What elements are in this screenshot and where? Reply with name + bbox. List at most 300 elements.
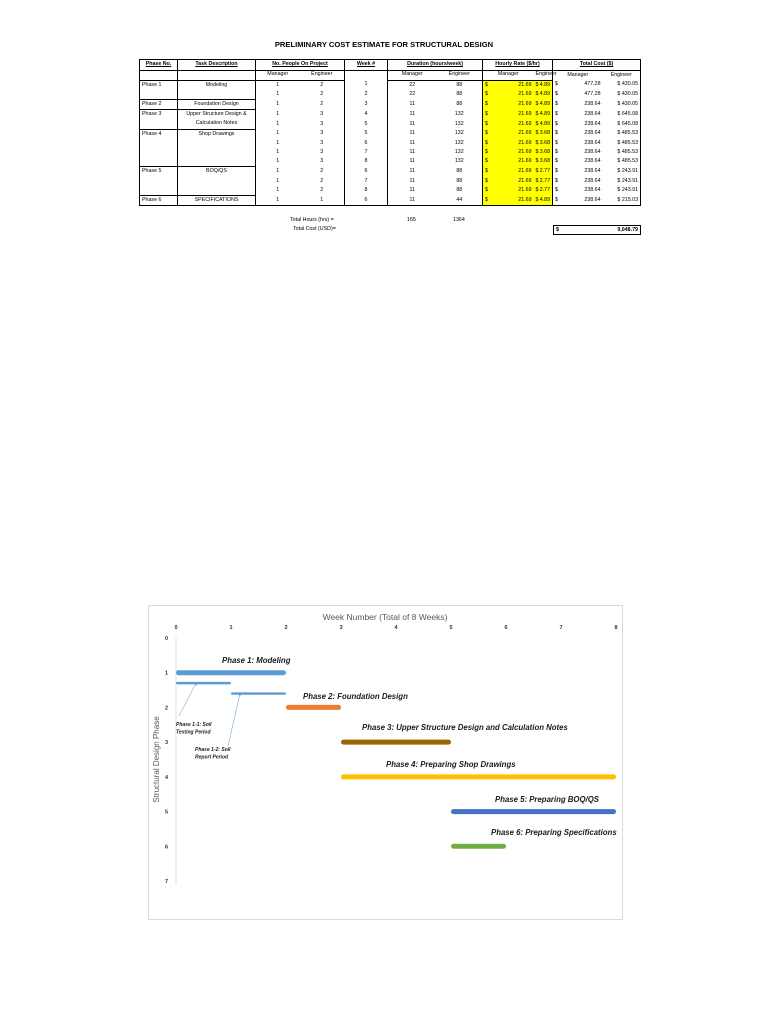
cell-manager-rate-currency-value: $ [485, 186, 488, 193]
cell-engineer-cost-value: $ 645.08 [617, 120, 639, 127]
cell-task-description [178, 186, 256, 196]
cell-week-number-value: 4 [364, 110, 368, 117]
cell-manager-cost-value: 238.64 [584, 177, 601, 184]
cell-week-number-value: 8 [364, 158, 368, 165]
cell-engineer-count [300, 167, 345, 177]
cell-manager-rate-value: 21.69 [518, 168, 532, 175]
table-row [140, 100, 641, 110]
cell-phase [140, 139, 178, 148]
subheader-people-engineer: Engineer [300, 70, 345, 80]
cell-manager-cost-value: 238.64 [584, 120, 601, 127]
cell-manager-hours-value: 11 [409, 148, 416, 155]
cell-manager-hours [388, 177, 437, 186]
cell-engineer-rate [534, 90, 553, 100]
cell-week-number [345, 110, 388, 120]
cell-engineer-cost [603, 129, 641, 139]
currency-symbol: $ [555, 177, 558, 184]
cell-engineer-rate-value: 4.89 [539, 81, 551, 88]
annotation-pointer-line [228, 694, 240, 746]
cell-manager-rate [507, 186, 534, 196]
y-tick-label: 0 [164, 636, 168, 642]
cell-manager-rate-value: 21.69 [518, 139, 532, 146]
currency-symbol: $ [555, 148, 558, 155]
cell-manager-hours [388, 167, 437, 177]
cell-engineer-hours [437, 100, 483, 110]
cell-phase [140, 129, 178, 139]
cell-phase [140, 110, 178, 120]
cell-engineer-hours-value: 132 [454, 148, 464, 155]
cell-engineer-count-value: 2 [320, 101, 324, 107]
cell-phase [140, 90, 178, 100]
cell-task-description [178, 195, 256, 205]
cell-manager-rate-currency [483, 110, 507, 120]
cell-engineer-cost-value: $ 485.53 [617, 148, 639, 155]
cell-manager-hours-value: 11 [409, 139, 416, 146]
cell-manager-count [256, 129, 300, 139]
cell-engineer-hours [437, 90, 483, 100]
cell-manager-rate-currency [483, 148, 507, 157]
x-tick-label: 4 [394, 625, 398, 631]
cell-manager-rate-value: 21.69 [518, 110, 532, 117]
cell-engineer-hours-value: 88 [456, 177, 463, 184]
cell-engineer-count-value: 2 [320, 168, 324, 175]
cell-phase [140, 167, 178, 177]
cell-week-number-value: 5 [364, 120, 368, 127]
currency-symbol: $ [535, 186, 539, 193]
currency-symbol: $ [535, 91, 539, 98]
cell-manager-count [256, 80, 300, 90]
cell-engineer-cost-value: $ 430.05 [617, 81, 639, 88]
bar-label: Phase 6: Preparing Specifications [491, 828, 617, 837]
x-tick-label: 0 [174, 625, 178, 631]
currency-symbol: $ [535, 168, 539, 175]
annotation-pointer-line [179, 683, 196, 716]
subheader-empty [140, 70, 178, 80]
currency-symbol: $ [555, 91, 558, 98]
currency-symbol: $ [555, 168, 558, 175]
chart-title: Week Number (Total of 8 Weeks) [322, 612, 448, 622]
currency-symbol: $ [535, 139, 539, 146]
cell-manager-rate [507, 157, 534, 167]
cell-engineer-rate-value: 3.68 [539, 139, 551, 146]
cell-phase-value: Phase 5 [142, 168, 162, 175]
cell-manager-count-value: 1 [276, 101, 280, 107]
cell-engineer-rate-value: 2.77 [539, 168, 551, 175]
cell-task-description [178, 100, 256, 110]
cell-manager-rate-value: 21.69 [518, 158, 532, 165]
cell-manager-cost [553, 119, 603, 129]
cell-engineer-rate-value: 3.68 [539, 130, 551, 137]
cell-engineer-hours [437, 167, 483, 177]
cell-engineer-cost-value: $ 243.91 [617, 168, 639, 175]
cell-engineer-cost [603, 167, 641, 177]
table-row [140, 177, 641, 186]
cell-manager-rate [507, 167, 534, 177]
cell-engineer-count [300, 119, 345, 129]
cell-manager-cost [553, 80, 603, 90]
currency-symbol: $ [535, 110, 539, 117]
cell-manager-rate [507, 110, 534, 120]
cell-engineer-count [300, 195, 345, 205]
cell-engineer-cost-value: $ 243.91 [617, 177, 639, 184]
cell-task-description-value: SPECIFICATIONS [194, 196, 239, 203]
cell-manager-rate-currency [483, 186, 507, 196]
bar-label: Phase 1: Modeling [222, 656, 291, 665]
currency-symbol: $ [535, 177, 539, 184]
subheader-rate-manager: Manager [483, 70, 534, 80]
bar-label-line: Testing Period [176, 729, 211, 736]
cell-manager-rate-currency-value: $ [485, 177, 488, 184]
cell-engineer-rate-value: 2.77 [539, 177, 551, 184]
cell-manager-rate-value: 21.69 [518, 177, 532, 184]
cell-phase [140, 119, 178, 129]
cell-manager-rate-value: 21.69 [518, 91, 532, 98]
table-row [140, 139, 641, 148]
x-tick-label: 8 [614, 625, 618, 631]
cell-engineer-hours [437, 110, 483, 120]
table-subheader-row [140, 70, 641, 80]
cell-manager-rate [507, 195, 534, 205]
cell-manager-hours-value: 11 [409, 196, 416, 203]
cell-task-description [178, 129, 256, 139]
cell-engineer-count-value: 3 [320, 139, 324, 146]
subheader-empty [178, 70, 256, 80]
cell-engineer-cost [603, 139, 641, 148]
cell-engineer-hours [437, 119, 483, 129]
cell-manager-cost-value: 238.64 [584, 110, 601, 117]
cell-engineer-hours-value: 132 [454, 120, 464, 127]
cell-engineer-count-value: 1 [320, 196, 324, 203]
gantt-chart [148, 605, 623, 920]
cell-engineer-count [300, 148, 345, 157]
currency-symbol: $ [555, 196, 558, 203]
cell-manager-rate-value: 21.69 [518, 130, 532, 137]
cell-manager-hours [388, 129, 437, 139]
currency-symbol: $ [555, 101, 558, 107]
bar-label [195, 747, 231, 761]
cell-engineer-hours-value: 44 [456, 196, 463, 203]
cell-engineer-count [300, 129, 345, 139]
cell-manager-rate [507, 119, 534, 129]
cell-manager-rate-currency-value: $ [485, 110, 488, 117]
cell-manager-rate-currency-value: $ [485, 139, 488, 146]
cell-phase-value: Phase 2 [142, 101, 162, 107]
cell-engineer-count-value: 3 [320, 120, 324, 127]
cell-manager-rate-currency-value: $ [485, 91, 488, 98]
cell-engineer-rate [534, 157, 553, 167]
y-tick-label: 6 [164, 844, 168, 851]
cell-week-number-value: 6 [364, 139, 368, 146]
table-body [140, 80, 641, 205]
cell-engineer-rate-value: 4.89 [539, 196, 551, 203]
cell-manager-cost [553, 167, 603, 177]
cell-manager-cost-value: 477.28 [584, 91, 601, 98]
cell-engineer-count-value: 3 [320, 130, 324, 137]
total-cost-value: 9,048.79 [617, 227, 638, 233]
cell-engineer-cost [603, 119, 641, 129]
cell-manager-rate [507, 177, 534, 186]
cell-manager-hours [388, 100, 437, 110]
cell-manager-count [256, 110, 300, 120]
cell-week-number [345, 90, 388, 100]
cell-engineer-rate-value: 3.68 [539, 158, 551, 165]
cell-manager-hours [388, 80, 437, 90]
cell-manager-rate-value: 21.69 [518, 101, 532, 107]
cell-phase [140, 100, 178, 110]
cell-manager-hours-value: 11 [409, 186, 416, 193]
currency-symbol: $ [555, 81, 558, 88]
cell-manager-rate [507, 100, 534, 110]
cell-manager-rate [507, 90, 534, 100]
cell-manager-cost-value: 477.28 [584, 81, 601, 88]
cell-manager-hours [388, 139, 437, 148]
cell-engineer-hours [437, 157, 483, 167]
cell-engineer-hours-value: 88 [456, 101, 463, 107]
document-title: PRELIMINARY COST ESTIMATE FOR STRUCTURAL DESIGN [274, 40, 494, 49]
cell-task-description [178, 119, 256, 129]
cell-manager-hours-value: 11 [409, 120, 416, 127]
cell-engineer-rate [534, 119, 553, 129]
cell-engineer-hours-value: 132 [454, 139, 464, 146]
cell-week-number-value: 2 [364, 91, 368, 98]
cell-manager-rate [507, 148, 534, 157]
cell-engineer-rate-value: 3.68 [539, 148, 551, 155]
header-total-cost: Total Cost ($) [553, 60, 641, 71]
table-row [140, 148, 641, 157]
subheader-duration-manager: Manager [388, 70, 437, 80]
bar-label [176, 722, 212, 736]
cell-manager-hours-value: 11 [409, 110, 416, 117]
cell-manager-rate-currency [483, 129, 507, 139]
cell-manager-hours [388, 119, 437, 129]
table-row [140, 186, 641, 196]
cell-task-description [178, 157, 256, 167]
currency-symbol: $ [535, 81, 539, 88]
table-row [140, 157, 641, 167]
cell-manager-rate-currency [483, 139, 507, 148]
cell-phase [140, 195, 178, 205]
currency-symbol: $ [535, 101, 539, 107]
cell-engineer-count [300, 139, 345, 148]
gantt-chart-svg [149, 606, 622, 919]
cell-engineer-count [300, 80, 345, 90]
cell-week-number [345, 195, 388, 205]
currency-symbol: $ [555, 120, 558, 127]
currency-symbol: $ [555, 139, 558, 146]
cell-task-description-value: Upper Structure Design & [186, 111, 247, 118]
cell-manager-rate-value: 21.69 [518, 196, 532, 203]
cell-engineer-count-value: 3 [320, 148, 324, 155]
cell-engineer-hours [437, 139, 483, 148]
cell-engineer-hours [437, 177, 483, 186]
currency-symbol: $ [555, 130, 558, 137]
cell-manager-rate-currency [483, 80, 507, 90]
cell-manager-cost [553, 195, 603, 205]
cell-engineer-cost [603, 110, 641, 120]
cell-manager-count [256, 119, 300, 129]
cell-manager-cost [553, 129, 603, 139]
cell-manager-cost-value: 238.64 [584, 168, 601, 175]
cell-task-description [178, 167, 256, 177]
cell-manager-hours-value: 22 [409, 91, 416, 98]
cell-task-description [178, 177, 256, 186]
total-manager-hours: 165 [407, 217, 416, 223]
total-cost-label: Total Cost (USD)= [293, 226, 336, 232]
cell-phase-value: Phase 6 [142, 196, 162, 203]
cell-manager-rate-currency [483, 157, 507, 167]
header-week-number: Week # [345, 60, 388, 71]
cell-manager-count-value: 1 [276, 158, 280, 165]
table-header-row [140, 60, 641, 71]
cell-engineer-hours-value: 88 [456, 186, 463, 193]
x-tick-label: 1 [229, 625, 233, 631]
cell-phase [140, 148, 178, 157]
cell-phase-value: Phase 1 [142, 81, 162, 88]
table-row [140, 110, 641, 120]
cell-manager-rate-currency [483, 119, 507, 129]
cell-manager-hours-value: 11 [409, 158, 416, 165]
cell-engineer-rate [534, 148, 553, 157]
cell-engineer-cost [603, 100, 641, 110]
cell-engineer-rate-value: 4.89 [539, 120, 551, 127]
cell-manager-count [256, 157, 300, 167]
x-tick-label: 6 [504, 625, 508, 631]
cell-manager-cost [553, 110, 603, 120]
cell-engineer-hours-value: 132 [454, 158, 464, 165]
cell-week-number-value: 5 [364, 130, 368, 137]
cell-manager-count-value: 1 [276, 139, 280, 146]
cell-engineer-rate-value: 4.89 [539, 91, 551, 98]
currency-symbol: $ [555, 186, 558, 193]
cell-engineer-rate-value: 4.89 [539, 101, 551, 107]
currency-symbol: $ [535, 196, 539, 203]
x-tick-label: 3 [339, 625, 343, 631]
cell-manager-cost [553, 157, 603, 167]
cell-engineer-rate [534, 195, 553, 205]
cell-manager-rate-value: 21.69 [518, 186, 532, 193]
cell-engineer-cost-value: $ 485.53 [617, 158, 639, 165]
cell-engineer-count-value: 2 [320, 81, 324, 88]
total-cost-value-box [553, 225, 641, 235]
cell-week-number [345, 129, 388, 139]
cell-manager-cost-value: 238.64 [584, 196, 601, 203]
cell-manager-cost [553, 100, 603, 110]
currency-symbol: $ [535, 120, 539, 127]
cell-task-description [178, 139, 256, 148]
cell-manager-cost-value: 238.64 [584, 101, 601, 107]
cell-manager-rate-currency-value: $ [485, 158, 488, 165]
y-tick-label: 7 [164, 879, 168, 885]
cell-manager-rate-currency-value: $ [485, 81, 488, 88]
cell-engineer-cost [603, 90, 641, 100]
cell-engineer-hours-value: 88 [456, 168, 463, 175]
cell-manager-count [256, 139, 300, 148]
cell-week-number [345, 139, 388, 148]
cell-manager-cost-value: 238.64 [584, 139, 601, 146]
cell-manager-count-value: 1 [276, 168, 280, 175]
table-row [140, 119, 641, 129]
cell-week-number-value: 7 [364, 177, 368, 184]
cell-engineer-cost-value: $ 485.53 [617, 130, 639, 137]
bar-label: Phase 2: Foundation Design [303, 692, 408, 701]
cell-manager-rate [507, 139, 534, 148]
bar-label: Phase 5: Preparing BOQ/QS [495, 795, 599, 804]
subheader-duration-engineer: Engineer [437, 70, 483, 80]
cell-manager-count-value: 1 [276, 81, 280, 88]
cell-week-number-value: 3 [364, 101, 368, 107]
cell-engineer-hours [437, 148, 483, 157]
total-engineer-hours: 1364 [453, 217, 465, 223]
cell-week-number [345, 80, 388, 90]
subheader-cost-engineer: Engineer [603, 70, 641, 80]
y-tick-label: 4 [164, 774, 168, 781]
cell-manager-hours-value: 22 [409, 81, 416, 88]
cell-manager-hours [388, 195, 437, 205]
cell-manager-rate-currency [483, 177, 507, 186]
cell-week-number [345, 186, 388, 196]
cell-task-description-value: Calculation Notes [195, 120, 238, 127]
cell-manager-count [256, 100, 300, 110]
cell-week-number [345, 119, 388, 129]
subheader-rate-engineer: Engineer [534, 70, 553, 80]
cell-manager-hours [388, 110, 437, 120]
cell-manager-rate [507, 129, 534, 139]
currency-symbol: $ [535, 148, 539, 155]
cell-week-number-value: 8 [364, 186, 368, 193]
cell-engineer-rate [534, 129, 553, 139]
cell-week-number [345, 157, 388, 167]
cell-engineer-cost [603, 157, 641, 167]
currency-symbol: $ [535, 158, 539, 165]
cell-manager-count-value: 1 [276, 91, 280, 98]
currency-symbol: $ [535, 130, 539, 137]
cell-manager-rate-value: 21.69 [518, 148, 532, 155]
header-duration: Duration (hours/week) [388, 60, 483, 71]
header-task-description: Task Description [178, 60, 256, 71]
y-tick-label: 3 [164, 740, 168, 747]
cell-engineer-cost [603, 186, 641, 196]
x-tick-label: 2 [284, 625, 288, 631]
cell-engineer-count-value: 2 [320, 177, 324, 184]
cell-engineer-rate [534, 139, 553, 148]
cell-manager-count-value: 1 [276, 186, 280, 193]
cell-manager-count-value: 1 [276, 120, 280, 127]
cell-engineer-rate [534, 177, 553, 186]
cell-engineer-rate [534, 80, 553, 90]
x-tick-label: 7 [559, 625, 563, 631]
cell-engineer-count [300, 186, 345, 196]
cell-manager-hours-value: 11 [409, 101, 416, 107]
cell-engineer-count [300, 110, 345, 120]
cell-engineer-rate [534, 100, 553, 110]
cell-task-description [178, 80, 256, 90]
cell-phase [140, 157, 178, 167]
cell-engineer-hours [437, 195, 483, 205]
cell-engineer-cost [603, 80, 641, 90]
y-tick-label: 5 [164, 809, 168, 816]
cell-phase [140, 186, 178, 196]
cell-manager-hours [388, 90, 437, 100]
bar-label: Phase 4: Preparing Shop Drawings [386, 760, 516, 769]
cell-manager-cost [553, 186, 603, 196]
cell-manager-rate-currency-value: $ [485, 148, 488, 155]
cell-manager-hours-value: 11 [409, 177, 416, 184]
cell-phase [140, 177, 178, 186]
cell-task-description [178, 148, 256, 157]
x-tick-label: 5 [449, 625, 453, 631]
cell-manager-hours [388, 148, 437, 157]
cell-manager-cost [553, 139, 603, 148]
